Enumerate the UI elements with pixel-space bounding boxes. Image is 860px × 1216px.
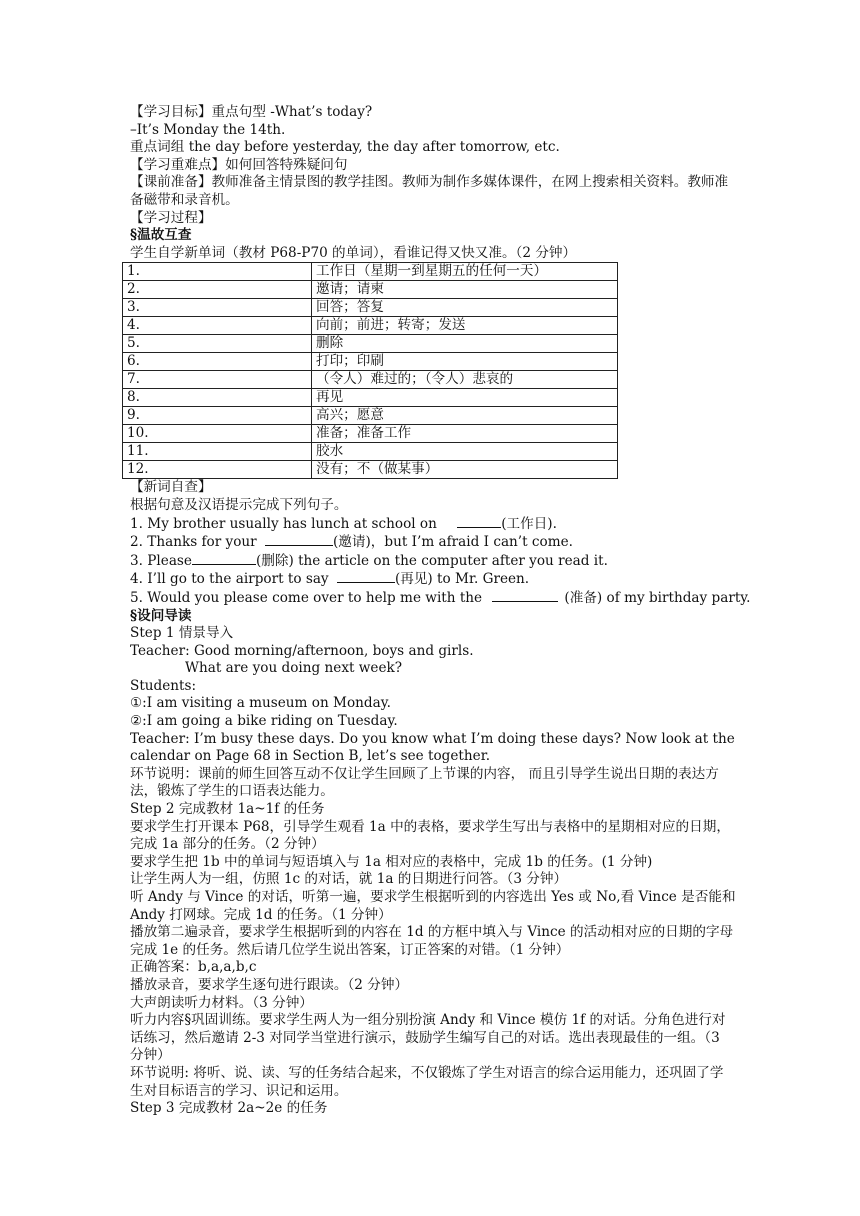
row-number: 4. [123,317,312,335]
table-row [123,281,618,299]
sentence-3 [130,552,736,571]
key-difficulty: 【学习重难点】如何回答特殊疑问句 [130,156,348,173]
row-meaning: 高兴；愿意 [312,407,618,425]
task-1c: 让学生两人为一组，仿照 1c 的对话，就 1a 的日期进行问答。（3 分钟） [130,871,568,888]
row-number: 3. [123,299,312,317]
row-number: 8. [123,389,312,407]
sentence-5-end: (准备) of my birthday party. [564,589,751,606]
row-number: 10. [123,425,312,443]
task-1f: 听力内容§巩固训练。要求学生两人为一组分别扮演 Andy 和 Vince 模仿 1f 的对话。分角色进行对话练习，然后邀请 2-3 对同学当堂进行演示，鼓励学生编写自己的对话。选出表现最佳的一组。（3 分钟） [130,1012,726,1064]
sentence-2-end: (邀请)，but I’m afraid I can’t come. [333,534,573,551]
row-number: 6. [123,353,312,371]
step-3-title: Step 3 完成教材 2a~2e 的任务 [130,1100,328,1117]
sentence-1-end: (工作日). [501,515,557,532]
row-number: 5. [123,335,312,353]
sentence-1-start: 1. My brother usually has lunch at school on [130,515,437,532]
row-number: 11. [123,443,312,461]
selfcheck-heading: 【新词自查】 [130,479,212,496]
key-phrases: 重点词组 the day before yesterday, the day after tomorrow, etc. [130,139,560,156]
row-number: 1. [123,263,312,281]
row-meaning: （令人）难过的；（令人）悲哀的 [312,371,618,389]
table-row [123,263,618,281]
table-row [123,317,618,335]
document-page [127,104,751,1118]
teacher-calendar: Teacher: I’m busy these days. Do you know what I’m doing these days? Now look at the calendar on Page 68 in Section B, let’s see together. [130,730,735,765]
sentence-5-start: 5. Would you please come over to help me with the [130,589,483,606]
table-row [123,407,618,425]
sentence-5 [130,589,751,608]
sentence-3-start: 3. Please [130,552,192,569]
step-2-title: Step 2 完成教材 1a~1f 的任务 [130,801,325,818]
section-note-1: 环节说明：课前的师生回答互动不仅让学生回顾了上节课的内容， 而且引导学生说出日期的表达方法，锻炼了学生的口语表达能力。 [130,765,719,800]
students-label: Students: [130,677,197,694]
task-1a: 要求学生打开课本 P68，引导学生观看 1a 中的表格，要求学生写出与表格中的星期相对应的日期，完成 1a 部分的任务。（2 分钟） [130,818,730,853]
learning-goal: 【学习目标】重点句型 -What’s today? [130,104,373,120]
row-number: 2. [123,281,312,299]
student-answer-1: ①:I am visiting a museum on Monday. [130,695,391,712]
class-preparation: 【课前准备】教师准备主情景图的教学挂图。教师为制作多媒体课件，在网上搜索相关资料。教师准备磁带和录音机。 [130,174,729,208]
student-answer-2: ②:I am going a bike riding on Tuesday. [130,713,398,730]
row-number: 12. [123,461,312,479]
fill-blank[interactable] [457,515,501,528]
fill-blank[interactable] [492,589,558,602]
table-row [123,353,618,371]
task-1d: 听 Andy 与 Vince 的对话，听第一遍，要求学生根据听到的内容选出 Yes 或 No,看 Vince 是否能和 Andy 打网球。完成 1d 的任务。（1 分钟） [130,889,736,923]
row-meaning: 向前；前进；转寄；发送 [312,317,618,335]
follow-reading: 播放录音，要求学生逐句进行跟读。（2 分钟） [130,976,409,993]
fill-blank[interactable] [192,552,256,565]
sentence-1 [130,515,736,534]
guide-heading: §设问导读 [130,607,192,624]
table-row [123,443,618,461]
row-meaning: 胶水 [312,443,618,461]
sentence-2-start: 2. Thanks for your [130,534,257,551]
row-meaning: 没有；不（做某事） [312,461,618,479]
section-note-2: 环节说明: 将听、说、读、写的任务结合起来，不仅锻炼了学生对语言的综合运用能力，还巩固了学生对目标语言的学习、识记和运用。 [130,1064,724,1099]
correct-answers: 正确答案：b,a,a,b,c [130,959,257,976]
task-1e: 播放第二遍录音，要求学生根据听到的内容在 1d 的方框中填入与 Vince 的活动相对应的日期的字母完成 1e 的任务。然后请几位学生说出答案，订正答案的对错。（1 分钟） [130,924,734,958]
sentence-2 [130,533,736,552]
row-meaning: 准备；准备工作 [312,425,618,443]
fill-blank[interactable] [265,533,333,546]
row-meaning: 删除 [312,335,618,353]
fill-blank[interactable] [337,570,395,583]
table-row [123,389,618,407]
learning-process: 【学习过程】 [130,209,212,226]
step-1-title: Step 1 情景导入 [130,625,234,642]
table-row [123,461,618,479]
teacher-question: What are you doing next week? [185,660,403,677]
sentence-4 [130,570,736,589]
row-meaning: 工作日（星期一到星期五的任何一天） [312,263,618,281]
row-meaning: 打印；印刷 [312,353,618,371]
sentence-4-start: 4. I’ll go to the airport to say [130,571,329,588]
teacher-greeting: Teacher: Good morning/afternoon, boys and girls. [130,642,474,659]
table-row [123,299,618,317]
row-meaning: 回答；答复 [312,299,618,317]
vocabulary-table [122,262,618,479]
row-number: 9. [123,407,312,425]
table-row [123,335,618,353]
selfcheck-instruction: 根据句意及汉语提示完成下列句子。 [130,496,348,513]
read-aloud: 大声朗读听力材料。（3 分钟） [130,994,313,1011]
sentence-3-end: (删除) the article on the computer after you read it. [255,552,608,569]
review-heading: §温故互查 [130,227,192,244]
review-instruction: 学生自学新单词（教材 P68-P70 的单词），看谁记得又快又准。（2 分钟） [130,244,577,261]
row-meaning: 邀请；请柬 [312,281,618,299]
sentence-4-end: (再见) to Mr. Green. [394,571,530,588]
table-row [123,371,618,389]
table-row [123,425,618,443]
row-number: 7. [123,371,312,389]
goal-answer: –It’s Monday the 14th. [130,121,286,138]
row-meaning: 再见 [312,389,618,407]
task-1b: 要求学生把 1b 中的单词与短语填入与 1a 相对应的表格中，完成 1b 的任务。(1 分钟) [130,853,653,870]
